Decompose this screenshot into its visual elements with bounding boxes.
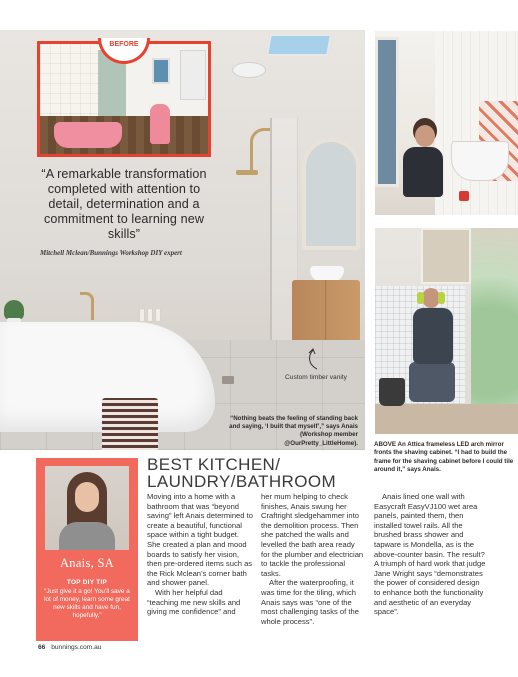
renovation-photo-top xyxy=(375,31,518,215)
paragraph: Moving into a home with a bathroom that was “beyond saving” left Anais determined to create a beautiful, functional space within a tight budget. She created a plan and mood boards to satisfy her vision, then pre-ordered items such as the Rick Mclean’s corner bath and shower panel. xyxy=(147,492,253,588)
portrait-body xyxy=(59,522,115,550)
exhaust-fan-image xyxy=(232,62,266,78)
floor-drain-image xyxy=(222,376,234,384)
headline-line-1: BEST KITCHEN/ xyxy=(147,455,281,474)
hero-caption: “Nothing beats the feeling of standing back and saying, ‘I built that myself’,” says Anais (Workshop member @OurPretty_LittleHome). xyxy=(229,415,358,447)
kneeling-legs-image xyxy=(409,362,455,402)
paragraph: her mum helping to check finishes, Anais swung her Craftright sledgehammer into the demolition process. Then she patched the walls and levelled the bath area ready for the plumber and electrician to tackle the professional tasks. xyxy=(261,492,364,578)
arch-mirror-image xyxy=(302,138,360,250)
bath-install-image xyxy=(451,141,509,181)
ear-protection-icon xyxy=(438,292,445,304)
bath-tap-image xyxy=(80,292,94,320)
profile-portrait xyxy=(45,466,129,550)
caption-lead: ABOVE xyxy=(374,441,397,448)
profile-card xyxy=(36,458,138,641)
photo-caption xyxy=(374,441,514,474)
renovation-photo-bottom xyxy=(375,228,518,434)
paragraph: With her helpful dad “teaching me new skills and giving me confidence” and xyxy=(147,587,241,617)
paragraph: Anais lined one wall with Easycraft EasyVJ100 wet area panels, painted them, then installed towel rails. All the brushed brass shower and tapware is Mondella, as is the above-counter basin. The result? A triumph of hard work that judge Jane Wright says “demonstrates the power of considered design to enhance both the functionality and aesthetic of an everyday space”. xyxy=(374,492,486,617)
article-column-1 xyxy=(147,492,253,617)
article-headline xyxy=(147,456,367,490)
shower-arm-image xyxy=(250,128,270,174)
bucket-image xyxy=(379,378,405,406)
profile-name: Anais, SA xyxy=(59,556,115,570)
before-pink-basin xyxy=(150,104,170,144)
paragraph: After the waterproofing, it was time for the tiling, which Anais says was “one of the most challenging tasks of the whole process”. xyxy=(261,578,359,626)
toiletry-bottles-image xyxy=(139,306,161,322)
before-cabinet xyxy=(180,50,206,100)
before-badge: BEFORE xyxy=(98,38,150,64)
floor-image xyxy=(375,404,518,434)
shower-head-image xyxy=(236,170,258,175)
red-tool-image xyxy=(459,191,469,201)
ear-protection-icon xyxy=(417,292,424,304)
site-name: bunnings.com.au xyxy=(51,644,102,651)
checked-towel-image xyxy=(102,398,158,450)
caption-text: An Attica frameless LED arch mirror fronts the shaving cabinet. “I had to build the frame for the shaving cabinet before I could tile around it,” says Anais. xyxy=(374,441,514,473)
page-number: 66 xyxy=(38,644,46,651)
page-footer xyxy=(38,644,101,651)
anais-body-image xyxy=(403,147,443,197)
portrait-face xyxy=(75,482,99,512)
article-column-3 xyxy=(374,492,486,617)
window-image xyxy=(421,228,471,284)
headline-line-2: LAUNDRY/BATHROOM xyxy=(147,472,337,491)
article-column-2 xyxy=(261,492,365,626)
before-wall-tiles xyxy=(40,44,100,124)
anais-head-image xyxy=(415,125,435,147)
callout-arrow-icon xyxy=(303,347,323,371)
tiler-body-image xyxy=(413,308,453,364)
vanity-callout: Custom timber vanity xyxy=(285,374,347,381)
pull-quote-credit: Mitchell Mclean/Bunnings Workshop DIY expert xyxy=(40,249,182,257)
pull-quote: “A remarkable transformation completed with attention to detail, determination and a commitment to learning new skills” xyxy=(41,167,207,241)
before-window xyxy=(152,58,170,84)
skylight-image xyxy=(266,34,332,56)
tip-title: TOP DIY TIP xyxy=(66,579,108,586)
doorway-image xyxy=(375,37,399,187)
tip-text: “Just give it a go! You’ll save a lot of money, learn some great new skills and have fun, hopefully.” xyxy=(44,588,130,619)
before-pink-bath xyxy=(54,122,122,148)
